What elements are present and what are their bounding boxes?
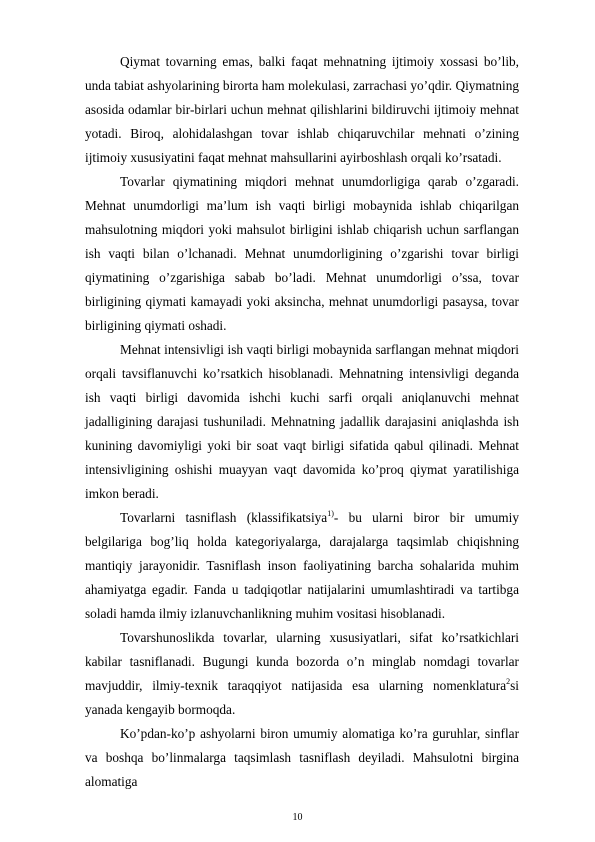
paragraph-4-text: Tovarlarni tasniflash (klassifikatsiya	[120, 510, 328, 525]
paragraph-4-text-cont: - bu ularni biror bir umumiy belgilariga bog’liq holda kategoriyalarga, darajalarga taqsimlab chiqishning mantiqiy jarayonidir. Tasniflash inson faoliyatining barcha sohalarida muhim ahamiyatga egadir. Fanda u tadqiqotlar natijalarini umumlashtiradi va tartibga soladi hamda ilmiy izlanuvchanlikning muhim vositasi hisoblanadi.	[85, 510, 519, 621]
paragraph-6: Ko’pdan-ko’p ashyolarni biron umumiy alomatiga ko’ra guruhlar, sinflar va boshqa bo’linmalarga taqsimlash tasniflash deyiladi. Mahsulotni birgina alomatiga	[85, 726, 519, 789]
footnote-ref-2: 2	[506, 676, 511, 686]
page-number: 10	[292, 812, 303, 823]
paragraph-1: Qiymat tovarning emas, balki faqat mehnatning ijtimoiy xossasi bo’lib, unda tabiat ashyolarining birorta ham molekulasi, zarrachasi yo’qdir. Qiymatning asosida odamlar bir-birlari uchun mehnat qilishlarini bildiruvchi ijtimoiy mehnat yotadi. Biroq, alohidalashgan tovar ishlab chiqaruvchilar mehnati o’zining ijtimoiy xususiyatini faqat mehnat mahsullarini ayirboshlash orqali ko’rsatadi.	[85, 54, 519, 165]
paragraph-4	[85, 506, 519, 626]
paragraph-3: Mehnat intensivligi ish vaqti birligi mobaynida sarflangan mehnat miqdori orqali tavsiflanuvchi ko’rsatkich hisoblanadi. Mehnatning intensivligi deganda ish vaqti birligi davomida ishchi kuchi sarfi orqali aniqlanuvchi mehnat jadalligining darajasi tushuniladi. Mehnatning jadallik darajasini aniqlashda ish kunining davomiyligi yoki bir soat vaqt birligi sifatida qabul qilinadi. Mehnat intensivligining oshishi muayyan vaqt davomida ko’proq qiymat yaratilishiga imkon beradi.	[85, 342, 519, 501]
body-text	[85, 50, 519, 794]
paragraph-5	[85, 626, 519, 722]
paragraph-5-text-cont: si yanada kengayib bormoqda.	[85, 678, 519, 717]
footnote-ref-1: 1)	[327, 508, 334, 518]
paragraph-5-text: Tovarshunoslikda tovarlar, ularning xususiyatlari, sifat ko’rsatkichlari kabilar tasniflanadi. Bugungi kunda bozorda o’n minglab nomdagi tovarlar mavjuddir, ilmiy-texnik taraqqiyot natijasida esa ularning nomenklatura	[85, 630, 519, 693]
paragraph-2: Tovarlar qiymatining miqdori mehnat unumdorligiga qarab o’zgaradi. Mehnat unumdorligi ma’lum ish vaqti birligi mobaynida ishlab chiqarilgan mahsulotning miqdori yoki mahsulot birligini ishlab chiqarish uchun sarflangan ish vaqti bilan o’lchanadi. Mehnat unumdorligining o’zgarishi tovar birligi qiymatining o’zgarishiga sabab bo’ladi. Mehnat unumdorligi o’ssa, tovar birligining qiymati kamayadi yoki aksincha, mehnat unumdorligi pasaysa, tovar birligining qiymati oshadi.	[85, 174, 519, 333]
